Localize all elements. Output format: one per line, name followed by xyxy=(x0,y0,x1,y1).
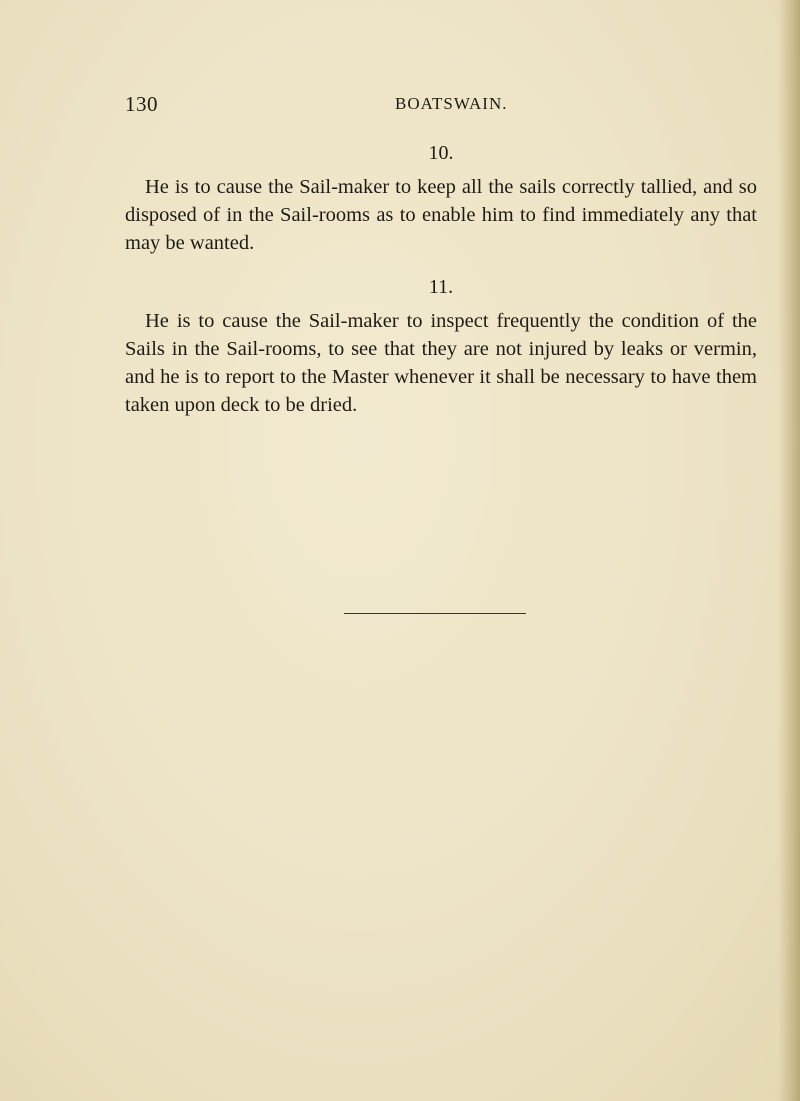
horizontal-rule xyxy=(344,613,526,614)
section-paragraph: He is to cause the Sail-maker to keep all the sails correctly tallied, and so disposed of in the Sail-rooms as to enable him to find immediately any that may be wanted. xyxy=(125,176,757,254)
section-10 xyxy=(125,142,757,257)
section-number: 10. xyxy=(428,142,454,164)
page-number: 130 xyxy=(125,92,158,116)
page-edge-shadow xyxy=(778,0,800,1101)
running-head xyxy=(125,92,755,120)
running-title: BOATSWAIN. xyxy=(395,94,508,113)
section-paragraph: He is to cause the Sail-maker to inspect frequently the condition of the Sails in the Sail-rooms, to see that they are not injured by leaks or vermin, and he is to report to the Master whenever it shall be necessary to have them taken upon deck to be dried. xyxy=(125,310,757,416)
section-number: 11. xyxy=(428,276,454,298)
section-11 xyxy=(125,276,757,419)
